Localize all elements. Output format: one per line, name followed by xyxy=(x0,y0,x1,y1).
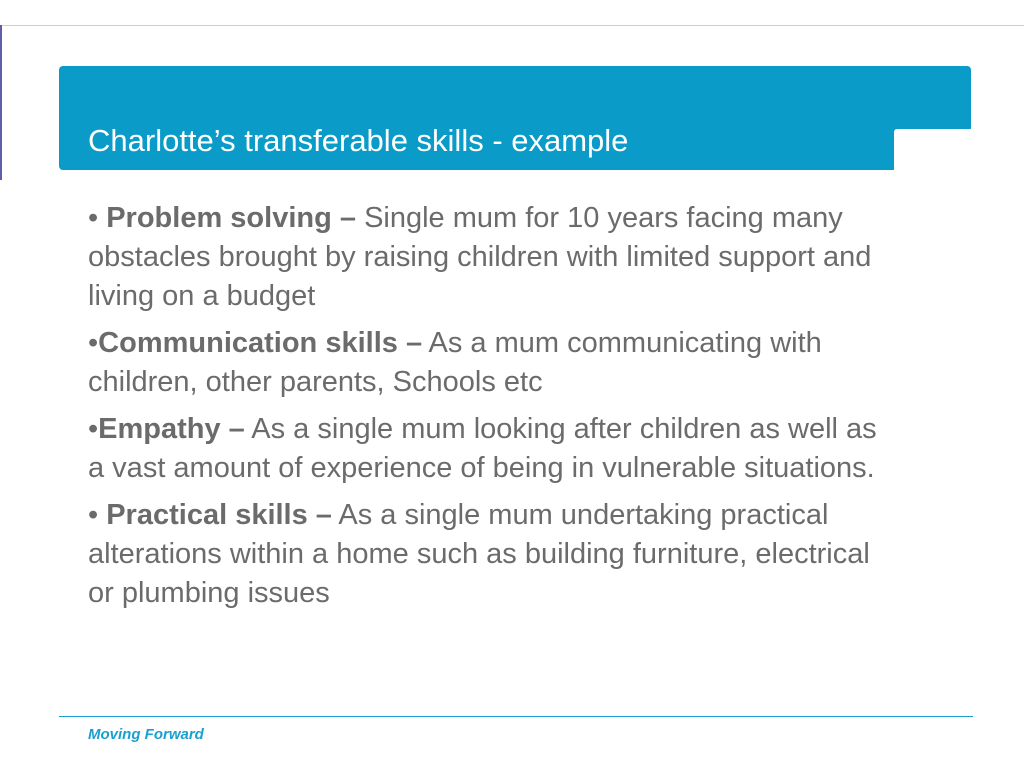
bullet-icon: • xyxy=(88,327,99,359)
list-item xyxy=(88,410,898,488)
footer-divider xyxy=(59,716,973,717)
skill-description: As a mum communicating with children, other parents, Schools etc xyxy=(88,327,822,398)
skills-list xyxy=(88,199,898,613)
skill-description: As a single mum looking after children as well as a vast amount of experience of being in vulnerable situations. xyxy=(88,413,877,484)
skill-heading: Communication skills – xyxy=(98,327,423,359)
list-item xyxy=(88,199,898,316)
top-divider xyxy=(0,25,1024,26)
bullet-icon: • xyxy=(88,202,107,234)
skill-heading: Empathy – xyxy=(98,413,245,445)
bullet-icon: • xyxy=(88,413,99,445)
list-item xyxy=(88,324,898,402)
bullet-icon: • xyxy=(88,499,107,531)
skill-description: As a single mum undertaking practical alterations within a home such as building furniture, electrical or plumbing issues xyxy=(88,499,870,609)
slide-title: Charlotte’s transferable skills - example xyxy=(88,123,629,158)
list-item xyxy=(88,496,898,613)
skill-heading: Practical skills – xyxy=(106,499,332,531)
skill-heading: Problem solving – xyxy=(106,202,357,234)
banner-notch xyxy=(894,129,976,175)
left-edge-line xyxy=(0,25,2,180)
skill-description: Single mum for 10 years facing many obstacles brought by raising children with limited support and living on a budget xyxy=(88,202,872,312)
footer-text: Moving Forward xyxy=(88,726,204,743)
